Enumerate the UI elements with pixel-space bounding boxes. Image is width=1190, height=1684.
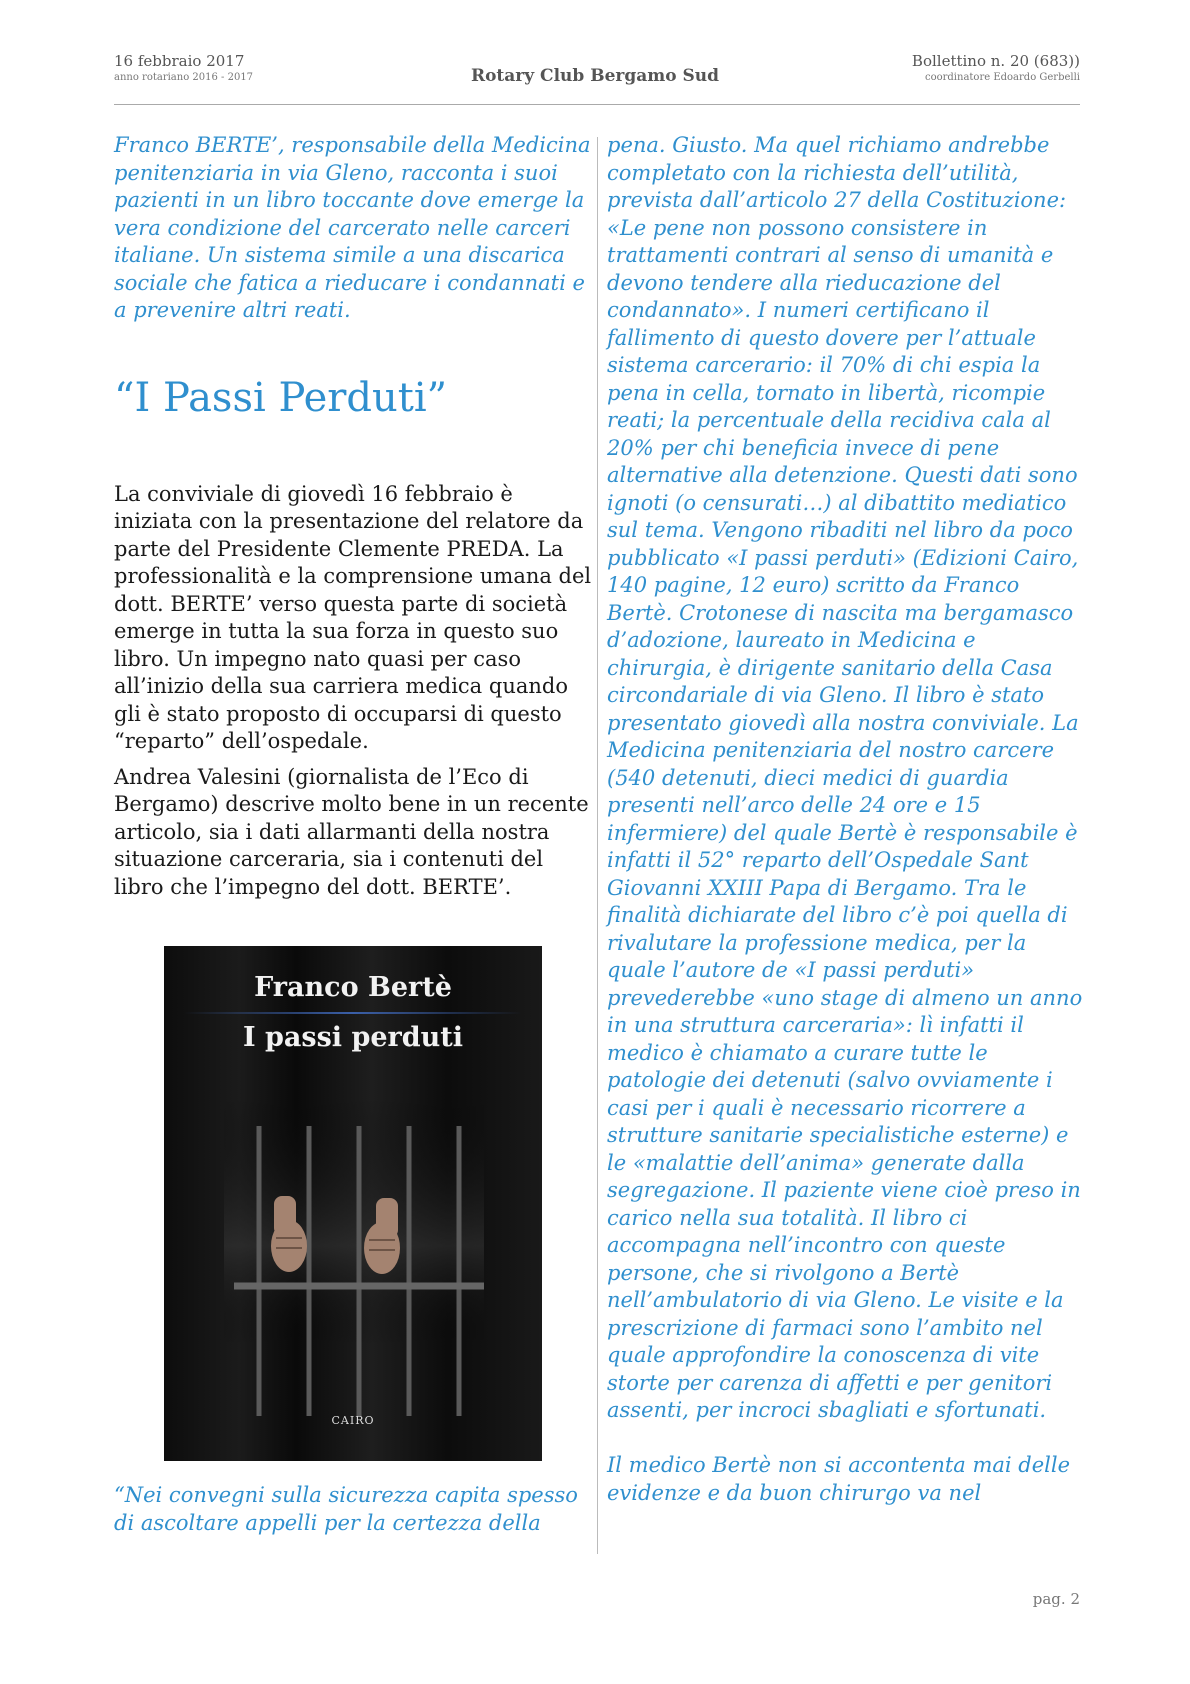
- article-paragraph-1: La conviviale di giovedì 16 febbraio è iniziata con la presentazione del relatore da parte del Presidente Clemente PREDA. La professionalità e la comprensione umana del dott. BERTE’ verso questa parte di società emerge in tutta la sua forza in questo suo libro. Un impegno nato quasi per caso all’inizio della sua carriera medica quando gli è stato proposto di occuparsi di questo “reparto” dell’ospedale.: [114, 481, 592, 753]
- book-author: Franco Bertè: [254, 972, 452, 1003]
- book-publisher: CAIRO: [331, 1414, 375, 1427]
- right-column: [607, 132, 1087, 1507]
- left-column: [114, 132, 594, 901]
- right-paragraph-1: pena. Giusto. Ma quel richiamo andrebbe completato con la richiesta dell’utilità, prevista dall’articolo 27 della Costituzione: «Le pene non possono consistere in trattamenti contrari al senso di umanità e devono tendere alla rieducazione del condannato». I numeri certificano il fallimento di questo dovere per l’attuale sistema carcerario: il 70% di chi espia la pena in cella, tornato in libertà, ricompie reati; la percentuale della recidiva cala al 20% per chi beneficia invece di pene alternative alla detenzione. Questi dati sono ignoti (o censurati…) al dibattito mediatico sul tema. Vengono ribaditi nel libro da poco pubblicato «I passi perduti» (Edizioni Cairo, 140 pagine, 12 euro) scritto da Franco Bertè. Crotonese di nascita ma bergamasco d’adozione, laureato in Medicina e chirurgia, è dirigente sanitario della Casa circondariale di via Gleno. Il libro è stato presentato giovedì alla nostra conviviale. La Medicina penitenziaria del nostro carcere (540 detenuti, dieci medici di guardia presenti nell’arco delle 24 ore e 15 infermiere) del quale Bertè è responsabile è infatti il 52° reparto dell’Ospedale Sant Giovanni XXIII Papa di Bergamo. Tra le finalità dichiarate del libro c’è poi quella di rivalutare la professione medica, per la quale l’autore de «I passi perduti» prevederebbe «uno stage di almeno un anno in una struttura carceraria»: lì infatti il medico è chiamato a curare tutte le patologie dei detenuti (salvo ovviamente i casi per i quali è necessario ricorrere a strutture sanitarie specialistiche esterne) e le «malattie dell’anima» generate dalla segregazione. Il paziente viene cioè preso in carico nella sua totalità. Il libro ci accompagna nell’incontro con queste persone, che si rivolgono a Bertè nell’ambulatorio di via Gleno. Le visite e la prescrizione di farmaci sono l’ambito nel quale approfondire la conoscenza di vite storte per carenza di affetti e per genitori assenti, per incroci sbagliati e sfortunati.: [607, 133, 1083, 1422]
- article-intro: Franco BERTE’, responsabile della Medicina penitenziaria in via Gleno, racconta i suoi pazienti in un libro toccante dove emerge la vera condizione del carcerato nelle carceri italiane. Un sistema simile a una discarica sociale che fatica a rieducare i condannati e a prevenire altri reati.: [114, 133, 591, 322]
- article-paragraph-2: Andrea Valesini (giornalista de l’Eco di Bergamo) descrive molto bene in un recente articolo, sia i dati allarmanti della nostra situazione carceraria, sia i contenuti del libro che l’impegno del dott. BERTE’.: [114, 764, 589, 899]
- book-cover-image: [164, 946, 542, 1461]
- book-title: I passi perduti: [243, 1022, 463, 1053]
- header-divider: [114, 104, 1080, 105]
- article-title: “I Passi Perduti”: [114, 374, 448, 421]
- coordinator: coordinatore Edoardo Gerbelli: [924, 72, 1080, 83]
- page-number: pag. 2: [1032, 1590, 1080, 1608]
- right-paragraph-2: Il medico Bertè non si accontenta mai delle evidenze e da buon chirurgo va nel: [607, 1453, 1071, 1505]
- cover-divider: [184, 1012, 522, 1014]
- club-name: Rotary Club Bergamo Sud: [470, 66, 720, 86]
- bulletin-number: Bollettino n. 20 (683)): [911, 52, 1080, 70]
- rotary-year: anno rotariano 2016 - 2017: [114, 72, 254, 83]
- column-divider: [597, 137, 598, 1554]
- bulletin-date: 16 febbraio 2017: [114, 52, 245, 70]
- quote-start: “Nei convegni sulla sicurezza capita spesso di ascoltare appelli per la certezza della: [114, 1483, 578, 1535]
- header-right: [912, 52, 1080, 83]
